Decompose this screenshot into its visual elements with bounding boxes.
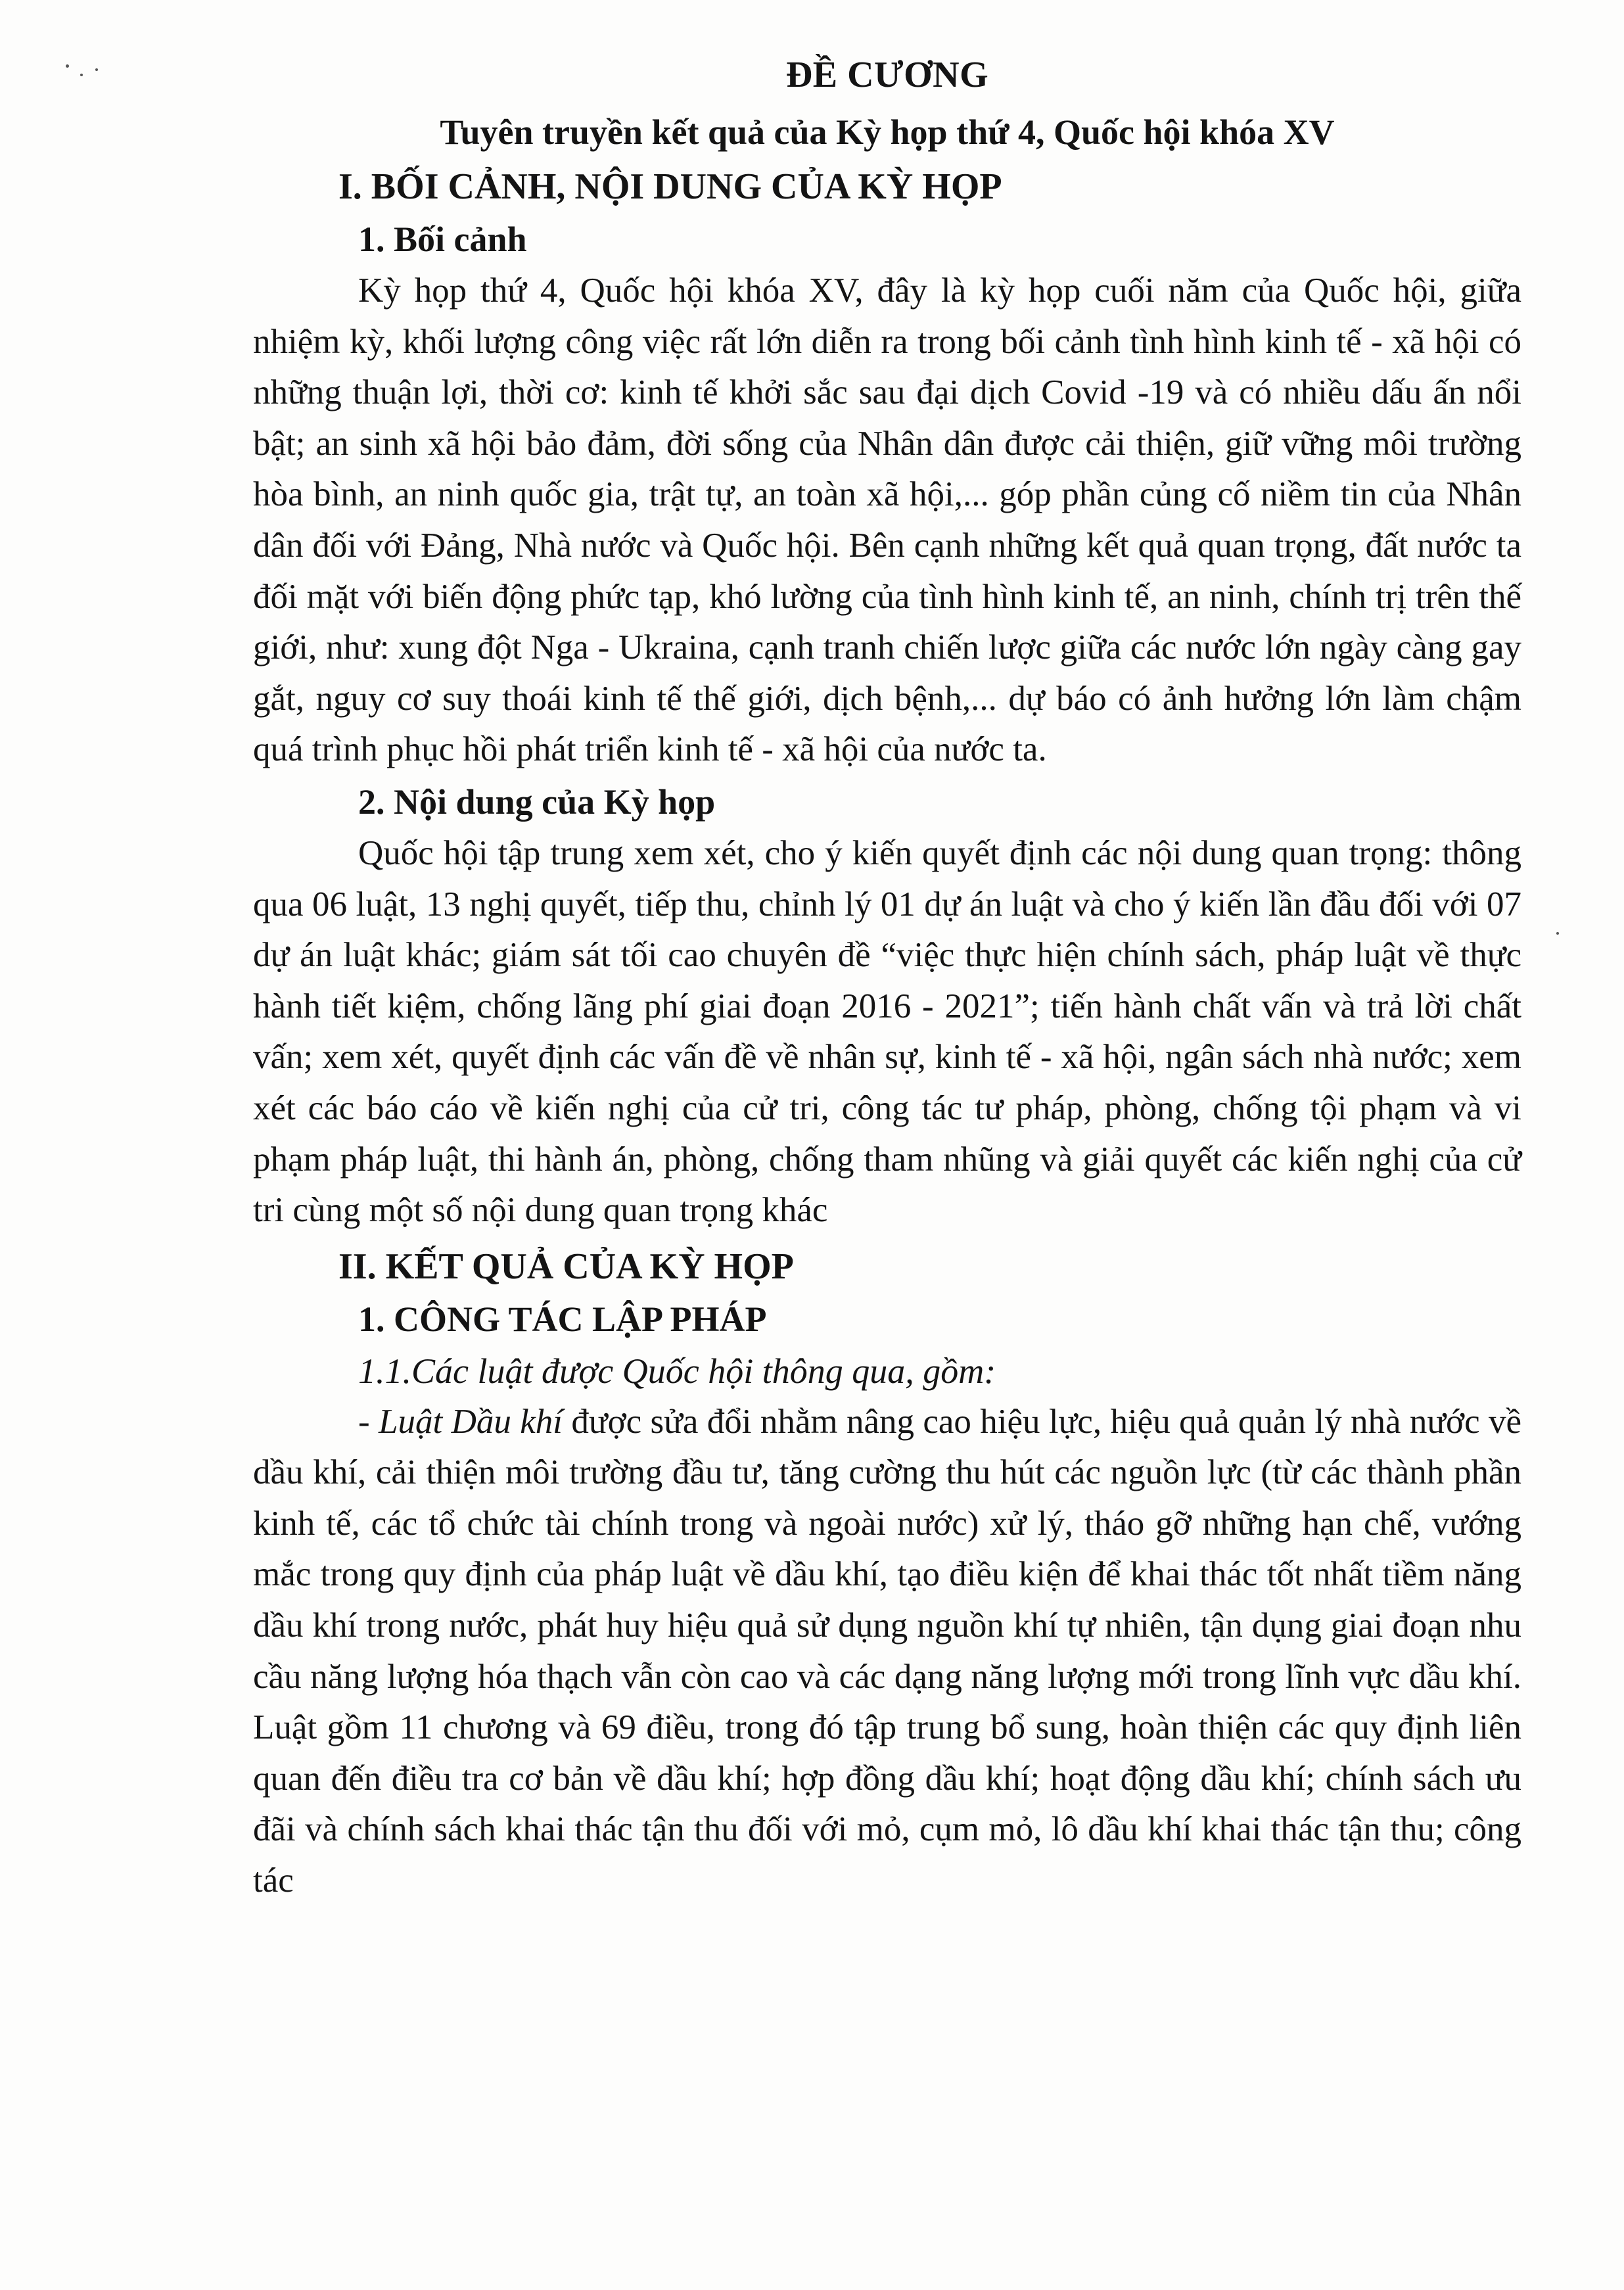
section-2-heading: II. KẾT QUẢ CỦA KỲ HỌP (338, 1246, 794, 1287)
content-paragraph: Quốc hội tập trung xem xét, cho ý kiến quyết định các nội dung quan trọng: thông qua 06 luật, 13 nghị quyết, tiếp thu, chỉnh lý 01 dự án luật và cho ý kiến lần đầu đối với 07 dự án luật khác; giám sát tối cao chuyên đề “việc thực hiện chính sách, pháp luật về thực hành tiết kiệm, chống lãng phí giai đoạn 2016 - 2021”; tiến hành chất vấn và trả lời chất vấn; xem xét, quyết định các vấn đề về nhân sự, kinh tế - xã hội, ngân sách nhà nước; xem xét các báo cáo về kiến nghị của cử tri, công tác tư pháp, phòng, chống tội phạm và vi phạm pháp luật, thi hành án, phòng, chống tham nhũng và giải quyết các kiến nghị của cử tri cùng một số nội dung quan trọng khác (253, 833, 1521, 1230)
scan-speck (1556, 932, 1559, 935)
section-2-1-heading: 1. CÔNG TÁC LẬP PHÁP (358, 1299, 767, 1339)
section-2-1-1-heading: 1.1.Các luật được Quốc hội thông qua, gồm: (358, 1351, 996, 1391)
petroleum-law-paragraph (253, 1397, 1521, 1907)
scan-speck (80, 74, 83, 76)
law-description: được sửa đổi nhằm nâng cao hiệu lực, hiệu quả quản lý nhà nước về dầu khí, cải thiện môi trường đầu tư, tăng cường thu hút các nguồn lực (từ các thành phần kinh tế, các tổ chức tài chính trong và ngoài nước) xử lý, tháo gỡ những hạn chế, vướng mắc trong quy định của pháp luật về dầu khí, tạo điều kiện để khai thác tốt nhất tiềm năng dầu khí trong nước, phát huy hiệu quả sử dụng nguồn khí tự nhiên, tận dụng giai đoạn nhu cầu năng lượng hóa thạch vẫn còn cao và các dạng năng lượng mới trong lĩnh vực dầu khí. Luật gồm 11 chương và 69 điều, trong đó tập trung bổ sung, hoàn thiện các quy định liên quan đến điều tra cơ bản về dầu khí; hợp đồng dầu khí; hoạt động dầu khí; chính sách ưu đãi và chính sách khai thác tận thu đối với mỏ, cụm mỏ, lô dầu khí khai thác tận thu; công tác (253, 1402, 1521, 1900)
document-title: ĐỀ CƯƠNG (785, 55, 989, 95)
scan-speck (66, 64, 69, 68)
document-subtitle: Tuyên truyền kết quả của Kỳ họp thứ 4, Quốc hội khóa XV (440, 112, 1335, 152)
section-1-1-heading: 1. Bối cảnh (358, 220, 527, 259)
law-name: - Luật Dầu khí (358, 1402, 563, 1441)
scan-speck (95, 68, 98, 71)
section-1-2-heading: 2. Nội dung của Kỳ họp (358, 782, 716, 822)
section-1-heading: I. BỐI CẢNH, NỘI DUNG CỦA KỲ HỌP (338, 166, 1002, 207)
document-body (253, 46, 1521, 1907)
context-paragraph: Kỳ họp thứ 4, Quốc hội khóa XV, đây là kỳ họp cuối năm của Quốc hội, giữa nhiệm kỳ, khối lượng công việc rất lớn diễn ra trong bối cảnh tình hình kinh tế - xã hội có những thuận lợi, thời cơ: kinh tế khởi sắc sau đại dịch Covid -19 và có nhiều dấu ấn nổi bật; an sinh xã hội bảo đảm, đời sống của Nhân dân được cải thiện, giữ vững môi trường hòa bình, an ninh quốc gia, trật tự, an toàn xã hội,... góp phần củng cố niềm tin của Nhân dân đối với Đảng, Nhà nước và Quốc hội. Bên cạnh những kết quả quan trọng, đất nước ta đối mặt với biến động phức tạp, khó lường của tình hình kinh tế, an ninh, chính trị trên thế giới, như: xung đột Nga - Ukraina, cạnh tranh chiến lược giữa các nước lớn ngày càng gay gắt, nguy cơ suy thoái kinh tế thế giới, dịch bệnh,... dự báo có ảnh hưởng lớn làm chậm quá trình phục hồi phát triển kinh tế - xã hội của nước ta. (253, 271, 1521, 769)
